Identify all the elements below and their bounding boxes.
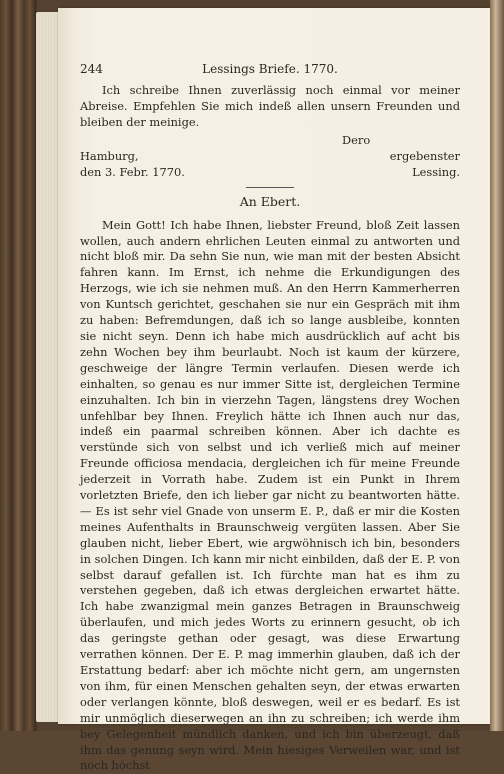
page-number: 244: [80, 62, 103, 76]
signature-block: [80, 133, 460, 181]
divider: [246, 187, 294, 188]
page-header: [80, 62, 460, 80]
signature-name: Lessing.: [412, 164, 460, 179]
signature-ergebenster: ergebenster: [389, 148, 460, 163]
section-title: An Ebert.: [239, 193, 301, 209]
page-text: [80, 62, 460, 774]
signature-date: den 3. Febr. 1770.: [80, 164, 185, 179]
opening-paragraph: Ich schreibe Ihnen zuverlässig noch einmal vor meiner Abreise. Empfehlen Sie mich indeß allen unsern Freunden und bleiben der meinige.: [80, 83, 460, 129]
book-edge: [490, 0, 504, 731]
signature-dero: Dero: [342, 132, 371, 147]
letter-body: Mein Gott! Ich habe Ihnen, liebster Freund, bloß Zeit lassen wollen, auch andern ehrlichen Leuten einmal zu antworten und nicht bloß mir. Da sehn Sie nun, wie man mit der besten Absicht fahren kann. Im Ernst, ich nehme die Erkundigungen des Herzogs, wie ich sie nehmen muß. An den Herrn Kammerherren von Kuntsch gerichtet, geschahen sie nur ein Gespräch mit ihm zu haben: Befremdungen, daß ich so lange ausbleibe, konnten sie nicht seyn. Denn ich habe mich ausdrücklich auf acht bis zehn Wochen bey ihm beurlaubt. Noch ist kaum der kürzere, geschweige der längre Termin verlaufen. Diesen werde ich einhalten, so genau es nur immer Sitte ist, dergleichen Termine einzuhalten. Ich bin in vierzehn Tagen, längstens drey Wochen unfehlbar bey Ihnen. Freylich hätte ich Ihnen auch nur das, indeß ein paarmal schreiben können. Aber ich dachte es verstünde sich von selbst und ich verließ mich auf meiner Freunde officiosa mendacia, dergleichen ich für meine Freunde jederzeit in Vorrath habe. Zudem ist ein Punkt in Ihrem vorletzten Briefe, den ich lieber gar nicht zu beantworten hätte. — Es ist sehr viel Gnade von unserm E. P., daß er mir die Kosten meines Aufenthalts in Braunschweig vergüten lassen. Aber Sie glauben nicht, lieber Ebert, wie argwöhnisch ich bin, besonders in solchen Dingen. Ich kann mir nicht einbilden, daß der E. P. von selbst darauf gefallen ist. Ich fürchte man hat es ihm zu verstehen gegeben, daß ich etwas dergleichen erwartet hätte. Ich habe zwanzigmal mein ganzes Betragen in Braunschweig überlaufen, und mich jedes Worts zu erinnern gesucht, ob ich das geringste gethan oder gesagt, was diese Erwartung verrathen können. Der E. P. mag immerhin glauben, daß ich der Erstattung bedarf: aber ich möchte nicht gern, am ungernsten von ihm, für einen Menschen gehalten seyn, der etwas erwarten oder verlangen könnte, bloß deswegen, weil er es bedarf. Es ist mir unmöglich dieserwegen an ihn zu schreiben; ich werde ihm bey Gelegenheit mündlich danken, und ich bin überzeugt, daß ihm das genung seyn wird. Mein hiesiges Verweilen war, und ist noch höchst: [80, 217, 460, 773]
running-title: Lessings Briefe. 1770.: [202, 62, 338, 76]
signature-place: Hamburg,: [80, 148, 139, 163]
